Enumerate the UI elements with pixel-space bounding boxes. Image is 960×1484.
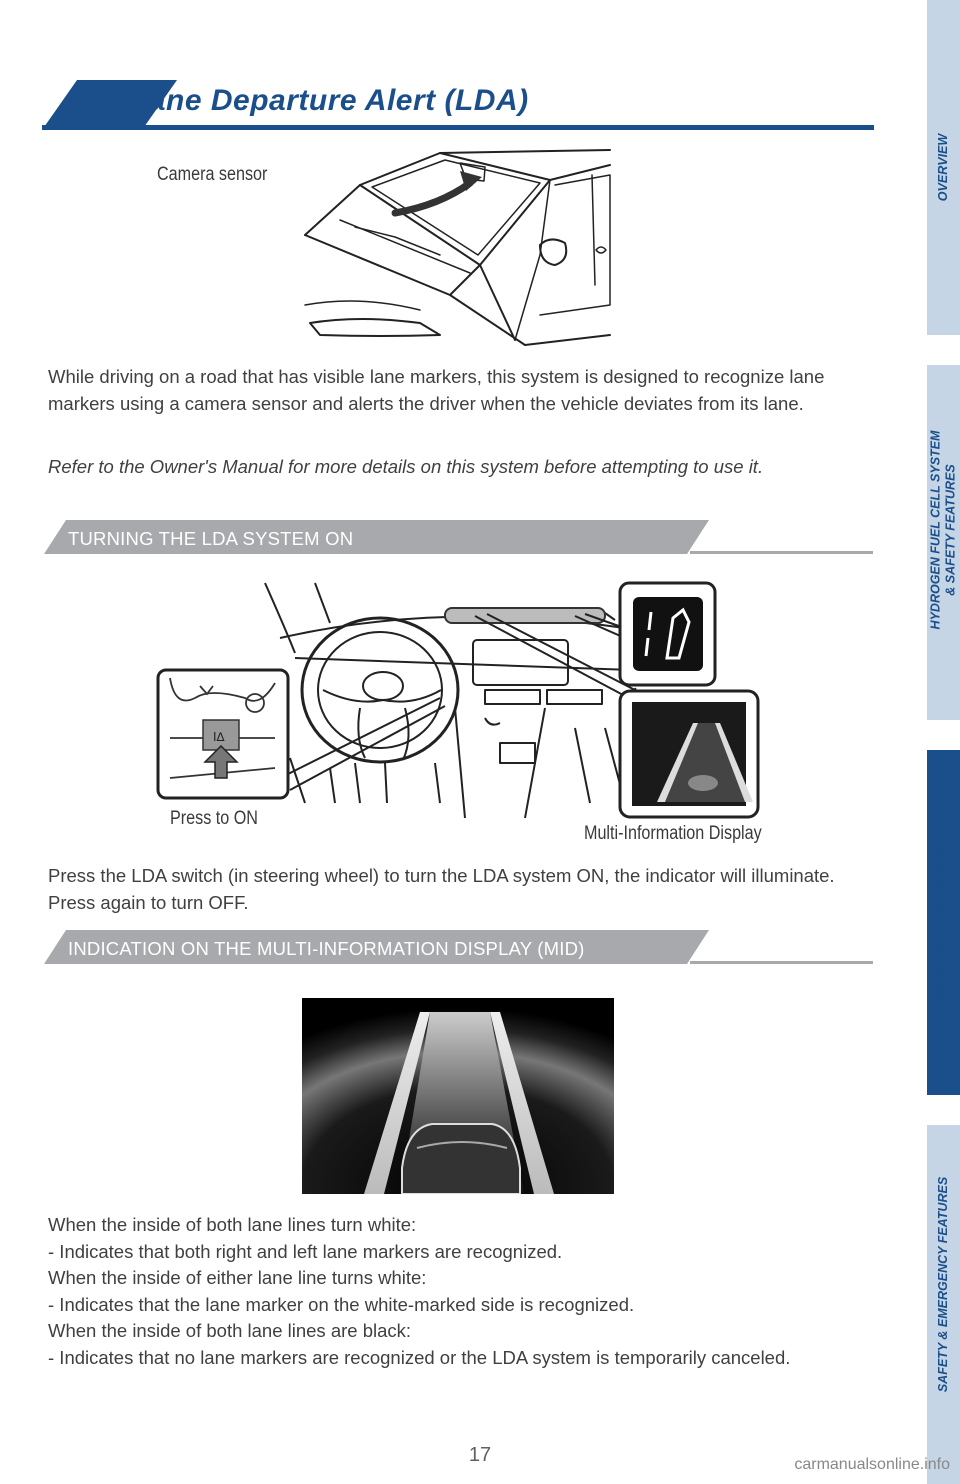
tab-divider xyxy=(927,720,960,750)
mid-line-4: - Indicates that the lane marker on the white-marked side is recognized. xyxy=(48,1293,635,1315)
tab-safety-emergency[interactable] xyxy=(927,1125,960,1484)
section-heading-mid: INDICATION ON THE MULTI-INFORMATION DISPLAY (MID) xyxy=(68,938,585,959)
section-rule xyxy=(690,551,873,554)
mid-explanation xyxy=(48,1212,868,1371)
mid-caption: Multi-Information Display xyxy=(584,823,762,844)
title-rule xyxy=(42,125,874,130)
watermark: carmanualsonline.info xyxy=(794,1456,950,1473)
owners-manual-note: Refer to the Owner's Manual for more details on this system before attempting to use it. xyxy=(48,456,764,477)
tab-overview-label: OVERVIEW xyxy=(936,133,950,202)
mid-line-5: When the inside of both lane lines are black: xyxy=(48,1320,412,1341)
car-camera-illustration xyxy=(300,145,615,350)
page-number: 17 xyxy=(468,1444,492,1466)
tab-overview[interactable] xyxy=(927,0,960,335)
tab-features-operations[interactable] xyxy=(927,750,960,1095)
mid-line-3: When the inside of either lane line turns white: xyxy=(48,1267,427,1288)
mid-line-6: - Indicates that no lane markers are recognized or the LDA system is temporarily canceled. xyxy=(48,1346,791,1368)
section-rule xyxy=(690,961,873,964)
mid-lane-display xyxy=(302,998,614,1194)
lda-switch-paragraph: Press the LDA switch (in steering wheel) to turn the LDA system ON, the indicator will illuminate. Press again to turn OFF. xyxy=(48,865,835,913)
tab-divider xyxy=(927,1095,960,1125)
svg-text:I∆: I∆ xyxy=(213,730,225,744)
section-heading-turning-on: TURNING THE LDA SYSTEM ON xyxy=(68,528,354,549)
mid-line-2: - Indicates that both right and left lane markers are recognized. xyxy=(48,1240,563,1262)
camera-sensor-caption: Camera sensor xyxy=(157,164,268,185)
tab-hydrogen-label: HYDROGEN FUEL CELL SYSTEM & SAFETY FEATURES xyxy=(928,430,958,630)
tab-safety-label: SAFETY & EMERGENCY FEATURES xyxy=(936,1176,950,1393)
intro-paragraph: While driving on a road that has visible lane markers, this system is designed to recognize lane markers using a camera sensor and alerts the driver when the vehicle deviates from its lane. xyxy=(48,366,825,414)
tab-features-label: FEATURES & OPERATIONS xyxy=(936,837,950,1002)
mid-line-1: When the inside of both lane lines turn white: xyxy=(48,1214,417,1235)
press-to-on-caption: Press to ON xyxy=(170,808,258,829)
dashboard-illustration xyxy=(155,578,765,823)
tab-divider xyxy=(927,335,960,365)
tab-hydrogen-fuel-cell[interactable] xyxy=(927,365,960,720)
page-title: Lane Departure Alert (LDA) xyxy=(130,84,529,117)
